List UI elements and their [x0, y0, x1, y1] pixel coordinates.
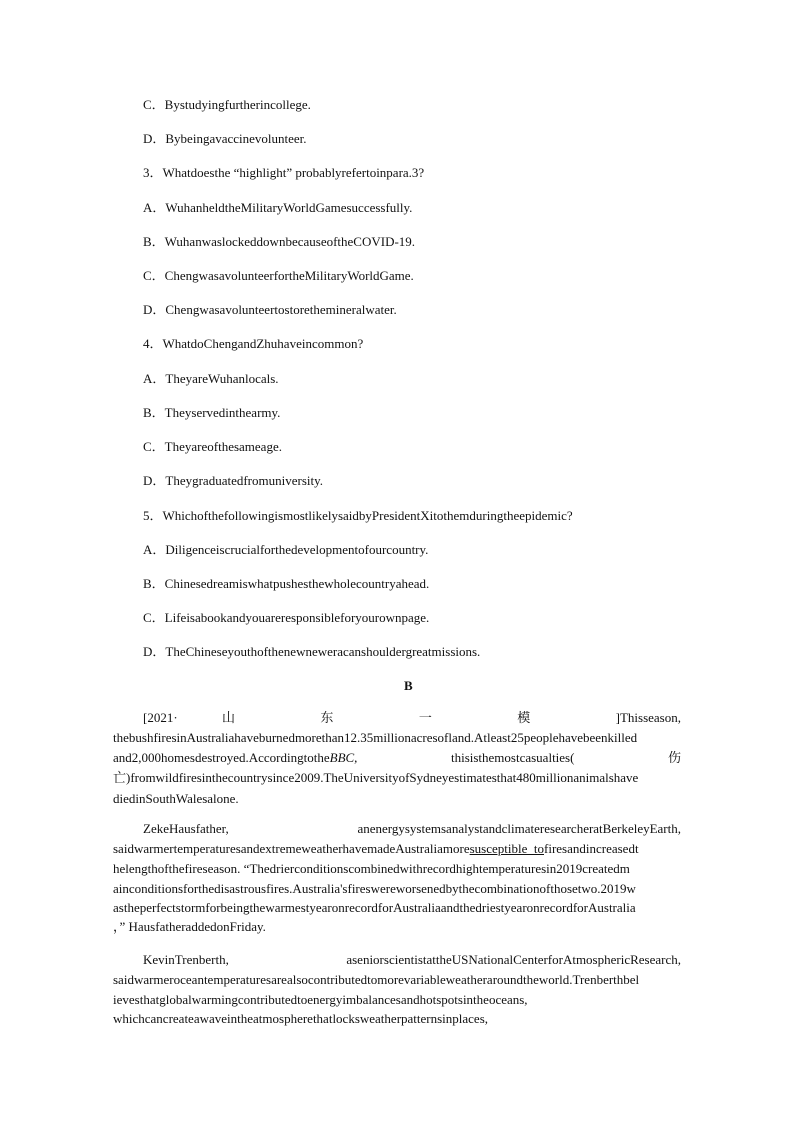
option-line: C．Theyareofthesameage.: [143, 439, 282, 454]
para-line: KevinTrenberth, aseniorscientistattheUSNationalCenterforAtmosphericResearch,: [143, 952, 681, 967]
para-line: [2021· 山 东 一 模 ]Thisseason,: [143, 710, 681, 725]
para-line: saidwarmeroceantemperaturesarealsocontributedtomorevariableweatheraroundtheworld.Trenberthbel: [113, 972, 640, 987]
para-line: thebushfiresinAustraliahaveburnedmorethan12.35millionacresofland.Atleast25peoplehavebeenkilled: [113, 730, 638, 745]
option-line: B．Theyservedinthearmy.: [143, 405, 281, 420]
para-line: ainconditionsforthedisastrousfires.Australia'sfireswereworsenedbythecombinationofthosetwo.2019w: [113, 881, 636, 896]
question-line: 5．WhichofthefollowingismostlikelysaidbyPresidentXitothemduringtheepidemic?: [143, 508, 573, 523]
question-line: 3．Whatdoesthe “highlight” probablyrefertoinpara.3?: [143, 165, 425, 180]
option-line: A．TheyareWuhanlocals.: [143, 371, 279, 386]
para-line: helengthofthefireseason. “Thedrierconditionscombinedwithrecordhightemperaturesin2019createdm: [113, 861, 630, 876]
option-line: A．Diligenceiscrucialforthedevelopmentofourcountry.: [143, 542, 429, 557]
option-line: C．ChengwasavolunteerfortheMilitaryWorldGame.: [143, 268, 414, 283]
underlined-phrase: susceptible to: [469, 841, 544, 856]
option-line: B．Chinesedreamiswhatpushesthewholecountryahead.: [143, 576, 430, 591]
para-line: astheperfectstormforbeingthewarmestyearonrecordforAustraliaandthedriestyearonrecordforAustralia: [113, 900, 636, 915]
question-line: 4．WhatdoChengandZhuhaveincommon?: [143, 336, 364, 351]
option-line: A．WuhanheldtheMilitaryWorldGamesuccessfully.: [143, 200, 413, 215]
option-line: C．Lifeisabookandyouareresponsibleforyourownpage.: [143, 610, 430, 625]
section-heading: B: [404, 678, 413, 693]
para-line: 亡)fromwildfiresinthecountrysince2009.TheUniversityofSydneyestimatesthat480millionanimalshave: [113, 770, 639, 785]
para-line: and2,000homesdestroyed.AccordingtotheBBC, thisisthemostcasualties( 伤: [113, 750, 681, 765]
para-line: whichcancreateawaveintheatmospherethatlocksweatherpatternsinplaces,: [113, 1011, 489, 1026]
option-line: C．Bystudyingfurtherincollege.: [143, 97, 311, 112]
option-line: D．Chengwasavolunteertostorethemineralwater.: [143, 302, 397, 317]
para-line: saidwarmertemperaturesandextremeweatherhavemadeAustraliamoresusceptible tofiresandincreasedt: [113, 841, 639, 856]
para-line: ZekeHausfather, anenergysystemsanalystandclimateresearcheratBerkeleyEarth,: [143, 821, 681, 836]
para-line: ，” HausfatheraddedonFriday.: [113, 919, 266, 934]
para-line: diedinSouthWalesalone.: [113, 791, 239, 806]
para-line: ievesthatglobalwarmingcontributedtoenergyimbalancesandhotspotsintheoceans,: [113, 992, 528, 1007]
option-line: D．TheChineseyouthofthenewneweracanshouldergreatmissions.: [143, 644, 481, 659]
option-line: D．Theygraduatedfromuniversity.: [143, 473, 324, 488]
option-line: D．Bybeingavaccinevolunteer.: [143, 131, 307, 146]
option-line: B．WuhanwaslockeddownbecauseoftheCOVID-19.: [143, 234, 416, 249]
